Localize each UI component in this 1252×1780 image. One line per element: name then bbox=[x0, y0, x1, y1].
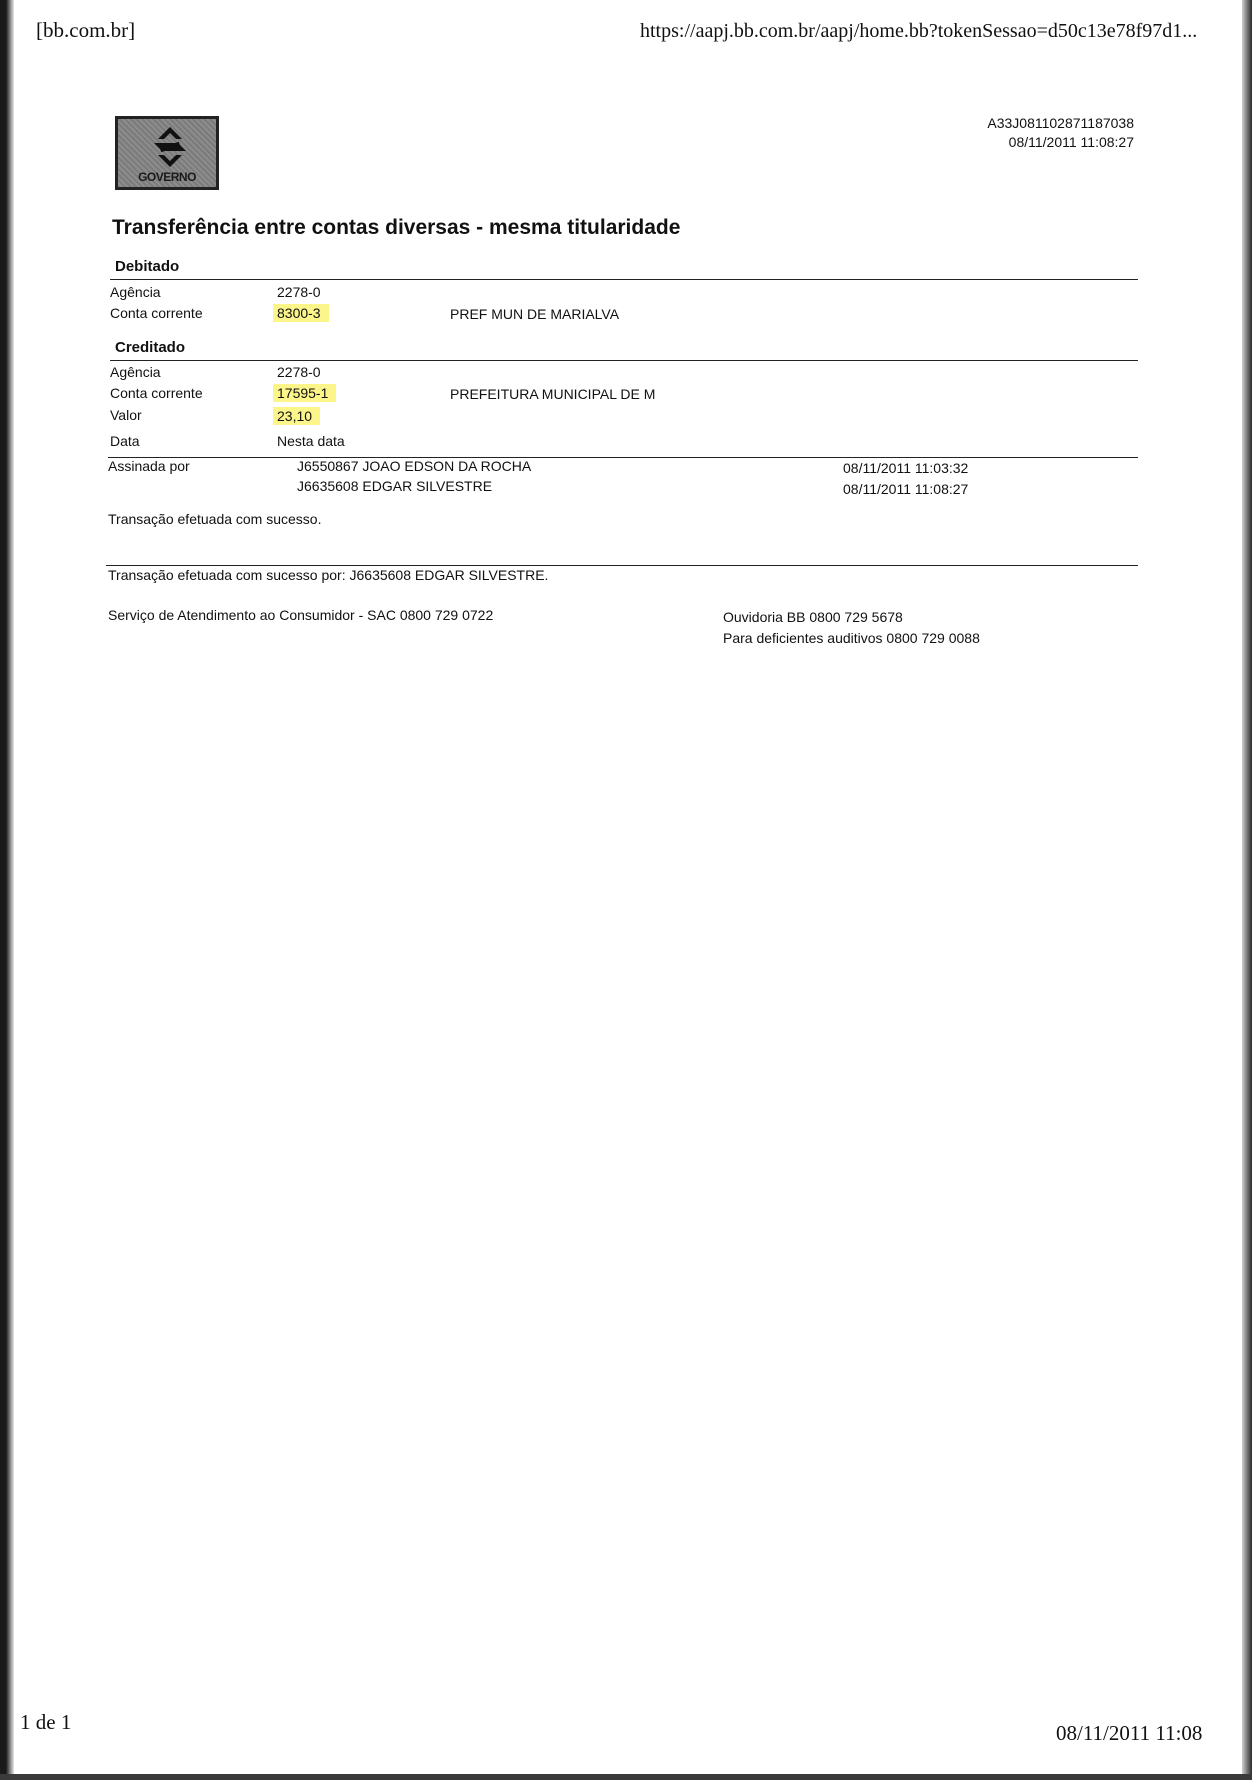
print-footer-datetime: 08/11/2011 11:08 bbox=[1056, 1721, 1203, 1745]
status-message: Transação efetuada com sucesso. bbox=[108, 511, 322, 527]
document-datetime: 08/11/2011 11:08:27 bbox=[1008, 134, 1134, 150]
debitado-agencia-value: 2278-0 bbox=[277, 284, 321, 300]
creditado-conta-value bbox=[277, 385, 336, 401]
creditado-valor-label: Valor bbox=[110, 407, 142, 423]
highlight-mark: 8300-3 bbox=[273, 304, 329, 322]
page-title: Transferência entre contas diversas - mesma titularidade bbox=[112, 216, 681, 239]
scan-edge-bottom bbox=[0, 1774, 1252, 1780]
signer-name: J6550867 JOAO EDSON DA ROCHA bbox=[297, 458, 532, 474]
bank-logo bbox=[115, 116, 219, 190]
signer-datetime: 08/11/2011 11:03:32 bbox=[843, 460, 969, 476]
divider bbox=[108, 457, 1138, 458]
signer-datetime: 08/11/2011 11:08:27 bbox=[843, 481, 969, 497]
print-header-site: [bb.com.br] bbox=[36, 18, 136, 42]
debitado-conta-label: Conta corrente bbox=[110, 305, 203, 321]
section-creditado-title: Creditado bbox=[115, 339, 186, 356]
section-debitado-title: Debitado bbox=[115, 258, 180, 275]
signer-name: J6635608 EDGAR SILVESTRE bbox=[297, 478, 493, 494]
highlight-mark: 17595-1 bbox=[273, 384, 336, 402]
logo-text: GOVERNO bbox=[138, 170, 196, 184]
scan-edge-left bbox=[0, 0, 14, 1780]
ouvidoria-contact: Ouvidoria BB 0800 729 5678 bbox=[723, 609, 903, 625]
creditado-valor-value bbox=[277, 408, 320, 424]
debitado-conta-value bbox=[277, 305, 329, 321]
divider bbox=[106, 565, 1138, 566]
debitado-titular: PREF MUN DE MARIALVA bbox=[450, 306, 620, 322]
creditado-data-label: Data bbox=[110, 433, 140, 449]
creditado-titular: PREFEITURA MUNICIPAL DE M bbox=[450, 386, 656, 402]
sac-contact: Serviço de Atendimento ao Consumidor - SAC 0800 729 0722 bbox=[108, 607, 494, 623]
status-by-message: Transação efetuada com sucesso por: J6635608 EDGAR SILVESTRE. bbox=[108, 567, 549, 583]
print-header-url: https://aapj.bb.com.br/aapj/home.bb?tokenSessao=d50c13e78f97d1... bbox=[640, 20, 1198, 42]
creditado-agencia-value: 2278-0 bbox=[277, 364, 321, 380]
divider bbox=[110, 360, 1138, 361]
creditado-data-value: Nesta data bbox=[277, 433, 345, 449]
scan-edge-right bbox=[1242, 0, 1252, 1780]
divider bbox=[110, 279, 1138, 280]
document-code: A33J081102871187038 bbox=[987, 115, 1134, 131]
document-id-block bbox=[987, 114, 1134, 152]
creditado-agencia-label: Agência bbox=[110, 364, 161, 380]
creditado-conta-label: Conta corrente bbox=[110, 385, 203, 401]
print-footer-page: 1 de 1 bbox=[20, 1710, 72, 1734]
assinada-label: Assinada por bbox=[108, 458, 190, 474]
highlight-mark: 23,10 bbox=[273, 407, 320, 425]
deficientes-contact: Para deficientes auditivos 0800 729 0088 bbox=[723, 630, 980, 646]
debitado-agencia-label: Agência bbox=[110, 284, 161, 300]
banco-do-brasil-logo-icon bbox=[148, 125, 192, 169]
